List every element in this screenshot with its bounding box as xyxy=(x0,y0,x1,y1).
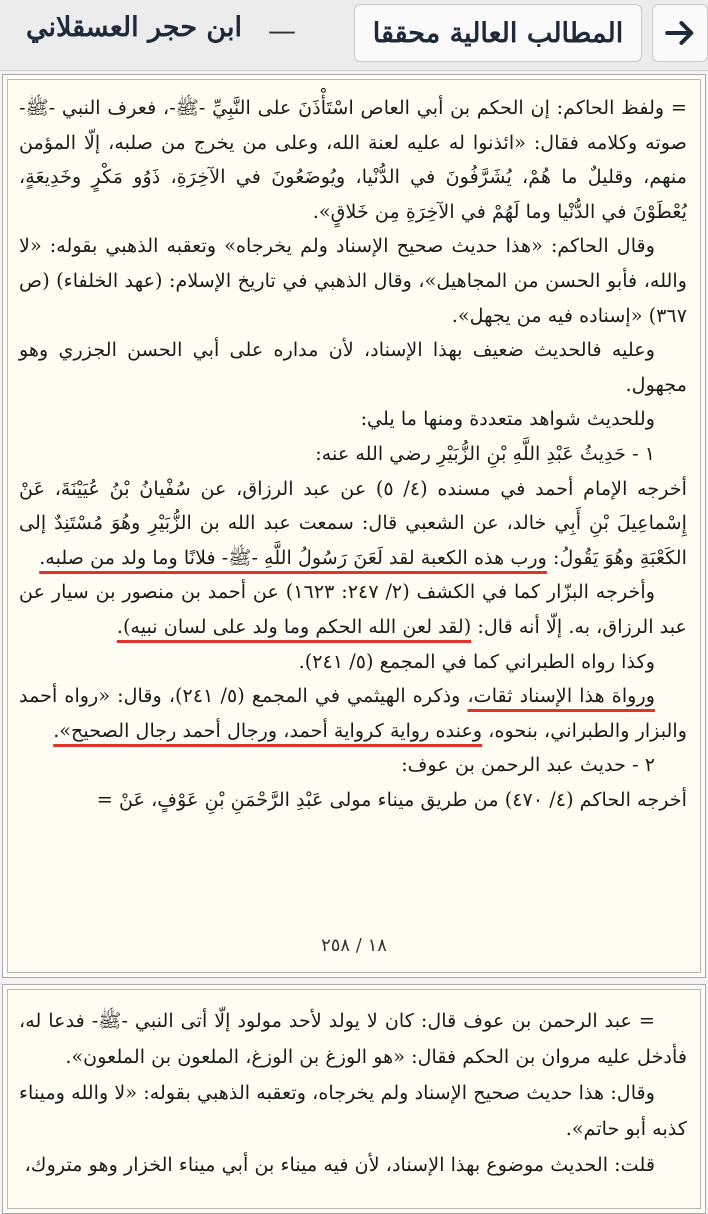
text-run: وذكره الهيثمي في المجمع (٥/ ٢٤١)، وقال: «رواه أحمد والبزار والطبراني، بنحوه، xyxy=(19,684,687,742)
paragraph: وللحديث شواهد متعددة ومنها ما يلي: xyxy=(360,407,655,431)
back-button[interactable] xyxy=(652,4,708,62)
paragraph: أخرجه الحاكم (٤/ ٤٧٠) من طريق ميناء مولى عَبْدِ الرَّحْمَنِ بْنِ عَوْفٍ، عَنْ = xyxy=(96,787,687,811)
paragraph: وقال: هذا حديث صحيح الإسناد ولم يخرجاه، وتعقبه الذهبي بقوله: «لا والله وميناء كذبه أبو حاتم». xyxy=(19,1081,687,1140)
paragraph: وقال الحاكم: «هذا حديث صحيح الإسناد ولم يخرجاه» وتعقبه الذهبي بقوله: «لا والله، فأبو الحسن من المجاهيل»، وقال الذهبي في تاريخ الإسلام: (عهد الخلفاء) (ص ٣٦٧) «إسناده فيه من يجهل». xyxy=(19,234,687,327)
book-title: المطالب العالية محققا xyxy=(372,17,624,49)
text-run: وأخرجه البزّار كما في الكشف (٢/ ٢٤٧: ١٦٢٣) عن أحمد بن منصور بن سيار عن عبد الرزاق، به. إلّا أنه قال: xyxy=(19,580,687,638)
author-name[interactable]: ابن حجر العسقلاني xyxy=(25,12,242,43)
paragraph xyxy=(19,472,687,576)
paragraph: قلت: الحديث موضوع بهذا الإسناد، لأن فيه ميناء بن أبي ميناء الخزار وهو متروك، xyxy=(24,1153,655,1176)
page-text xyxy=(19,91,687,817)
paragraph: وعليه فالحديث ضعيف بهذا الإسناد، لأن مداره على أبي الحسن الجزري وهو مجهول. xyxy=(19,338,687,396)
paragraph xyxy=(19,575,687,644)
book-page-next xyxy=(2,984,706,1214)
book-page xyxy=(2,74,706,978)
arrow-right-icon xyxy=(663,16,697,50)
page-number: ١٨ / ٢٥٨ xyxy=(321,935,387,956)
highlighted-text: ورب هذه الكعبة لقد لَعَنَ رَسُولُ اللَّهِ -ﷺ- فلانًا وما ولد من صلبه. xyxy=(39,545,547,569)
paragraph: = عبد الرحمن بن عوف قال: كان لا يولد لأحد مولود إلّا أتى النبي -ﷺ- فدعا له، فأدخل عليه مروان بن الحكم فقال: «هو الوزغ بن الوزغ، الملعون بن الملعون». xyxy=(19,1009,687,1068)
text-run: أخرجه الإمام أحمد في مسنده (٤/ ٥) عن عبد الرزاق، عن سُفْيانُ بْنُ عُيَيْنَةَ، عَنْ إِسْماعِيلَ بْنِ أَبِي خالد، عن الشعبي قال: سمعت عبد الله بن الزُّبَيْرِ وهُوَ مُسْتَنِدٌ إلى الكَعْبَةِ وهُوَ يَقُولُ: xyxy=(19,476,687,569)
title-separator: — xyxy=(268,14,296,47)
paragraph: ١ - حَدِيثُ عَبْدِ اللَّهِ بْنِ الزُّبَيْرِ رضي الله عنه: xyxy=(315,441,655,465)
paragraph: ٢ - حديث عبد الرحمن بن عوف: xyxy=(401,753,655,777)
highlighted-text: ورواة هذا الإسناد ثقات، xyxy=(467,684,655,708)
book-title-button[interactable] xyxy=(354,4,642,62)
top-bar xyxy=(0,0,708,71)
highlighted-text: (لقد لعن الله الحكم وما ولد على لسان نبيه). xyxy=(116,614,472,638)
highlighted-text: وعنده رواية كرواية أحمد، ورجال أحمد رجال الصحيح». xyxy=(53,718,483,742)
paragraph xyxy=(19,679,687,748)
paragraph: وكذا رواه الطبراني كما في المجمع (٥/ ٢٤١). xyxy=(298,649,655,673)
paragraph: = ولفظ الحاكم: إن الحكم بن أبي العاص اسْتَأْذَنَ على النَّبِيِّ -ﷺ-، فعرف النبي -ﷺ- صوته وكلامه فقال: «ائذنوا له عليه لعنة الله، وعلى من يخرج من صلبه، إلّا المؤمن منهم، وقليلٌ ما هُمْ، يُشَرَّفُونَ في الدُّنْيا، ويُوضَعُونَ في الآخِرَةِ، ذَوُو مَكْرٍ وخَدِيعَةٍ، يُعْطَوْنَ في الدُّنْيا وما لَهُمْ في الآخِرَةِ مِن خَلاقٍ». xyxy=(19,96,687,223)
page-text xyxy=(19,1003,687,1183)
